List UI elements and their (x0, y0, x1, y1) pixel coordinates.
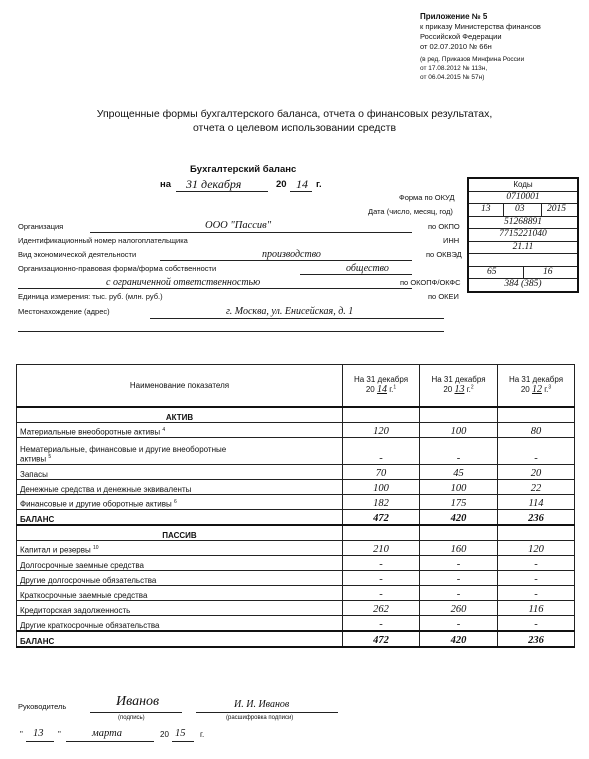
date-prefix: на (160, 179, 172, 190)
col-2013-header: На 31 декабря 20 13 г.$^2$ (420, 365, 498, 407)
date-day: 13 (481, 204, 491, 214)
okpo-code: 51268891 (469, 216, 577, 229)
table-row: Финансовые и другие оборотные активы $^6$ 182 175 114 (17, 494, 575, 509)
date-codes (469, 203, 577, 216)
okei-label: по ОКЕИ (428, 292, 459, 301)
org-name: ООО "Пассив" (205, 220, 272, 231)
table-row: БАЛАНС 472 420 236 (17, 509, 575, 525)
report-year: 14 (296, 177, 308, 191)
address-label: Местонахождение (адрес) (18, 307, 110, 316)
report-day-month: 31 декабря (186, 177, 242, 191)
edit-note: (в ред. Приказов Минфина России (420, 56, 525, 63)
table-row: Другие краткосрочные обязательства - - - (17, 615, 575, 631)
col-name-header: Наименование показателя (17, 365, 343, 407)
edit-note: от 17.08.2012 № 113н, (420, 65, 488, 72)
inn-code: 7715221040 (469, 228, 577, 241)
signature-label: Руководитель (18, 702, 67, 711)
appendix-number: Приложение № 5 (420, 12, 488, 21)
okved-code: 21.11 (469, 241, 577, 254)
okopf-codes (469, 266, 577, 279)
name-caption: (расшифровка подписи) (226, 715, 294, 721)
signature-caption: (подпись) (118, 715, 145, 721)
table-row: Кредиторская задолженность 262 260 116 (17, 600, 575, 615)
okei-code: 384 (385) (469, 278, 577, 291)
section-passiv: ПАССИВ (17, 525, 343, 541)
table-row: Денежные средства и денежные эквиваленты 100 100 22 (17, 479, 575, 494)
unit-label: Единица измерения: тыс. руб. (млн. руб.) (18, 292, 163, 301)
sign-day: 13 (33, 728, 44, 739)
appendix-line: от 02.07.2010 № 66н (420, 42, 492, 51)
section-aktiv: АКТИВ (17, 407, 343, 423)
sign-month: марта (92, 728, 123, 739)
table-row: Долгосрочные заемные средства - - - (17, 555, 575, 570)
signatory-name: И. И. Иванов (234, 699, 290, 710)
document-title: отчета о целевом использовании средств (192, 122, 397, 134)
activity-label: Вид экономической деятельности (18, 250, 137, 259)
org-label: Организация (18, 222, 64, 231)
inn-full-label: Идентификационный номер налогоплательщика (18, 236, 188, 245)
document-title: Упрощенные формы бухгалтерского баланса, отчета о финансовых результатах, (96, 108, 493, 120)
okud-code: 0710001 (469, 191, 577, 204)
col-2012-header: На 31 декабря 20 12 г.$^3$ (498, 365, 575, 407)
codes-header: Коды (513, 180, 533, 189)
appendix-line: Российской Федерации (420, 32, 502, 41)
form-value-2: с ограниченной ответственностью (106, 277, 261, 288)
table-row: Запасы 70 45 20 (17, 464, 575, 479)
form-label: Организационно-правовая форма/форма собственности (18, 264, 217, 273)
date-month: 03 (515, 204, 525, 214)
address-value: г. Москва, ул. Енисейская, д. 1 (226, 306, 354, 317)
table-row: Другие долгосрочные обязательства - - - (17, 570, 575, 585)
codes-box (467, 177, 579, 293)
appendix-line: к приказу Министерства финансов (420, 22, 541, 31)
date-year: 2015 (547, 204, 566, 214)
signature: Иванов (116, 694, 160, 709)
balance-table (16, 364, 575, 648)
balance-title: Бухгалтерский баланс (190, 164, 297, 175)
table-row: Материальные внеоборотные активы $^4$ 120 100 80 (17, 422, 575, 437)
okfs-code: 16 (543, 266, 553, 277)
inn-label: ИНН (443, 236, 460, 245)
activity-value: производство (262, 249, 321, 260)
okved-label: по ОКВЭД (426, 250, 462, 259)
okopf-label: по ОКОПФ/ОКФС (400, 278, 461, 287)
sign-year: 15 (175, 728, 186, 739)
table-row: Краткосрочные заемные средства - - - (17, 585, 575, 600)
year-prefix: 20 (276, 179, 287, 190)
edit-note: от 06.04.2015 № 57н) (420, 74, 485, 81)
table-row: БАЛАНС 472 420 236 (17, 631, 575, 647)
okud-label: Форма по ОКУД (399, 193, 455, 202)
table-row: Капитал и резервы $^{10}$ 210 160 120 (17, 540, 575, 555)
date-label: Дата (число, месяц, год) (368, 207, 453, 216)
form-value-1: общество (346, 263, 389, 274)
okpo-label: по ОКПО (428, 222, 460, 231)
okopf-code: 65 (487, 266, 497, 277)
year-suffix: г. (316, 179, 322, 190)
table-row: Нематериальные, финансовые и другие внеоборотные активы $^5$ - - - (17, 437, 575, 464)
col-2014-header: На 31 декабря 20 14 г.$^1$ (343, 365, 420, 407)
